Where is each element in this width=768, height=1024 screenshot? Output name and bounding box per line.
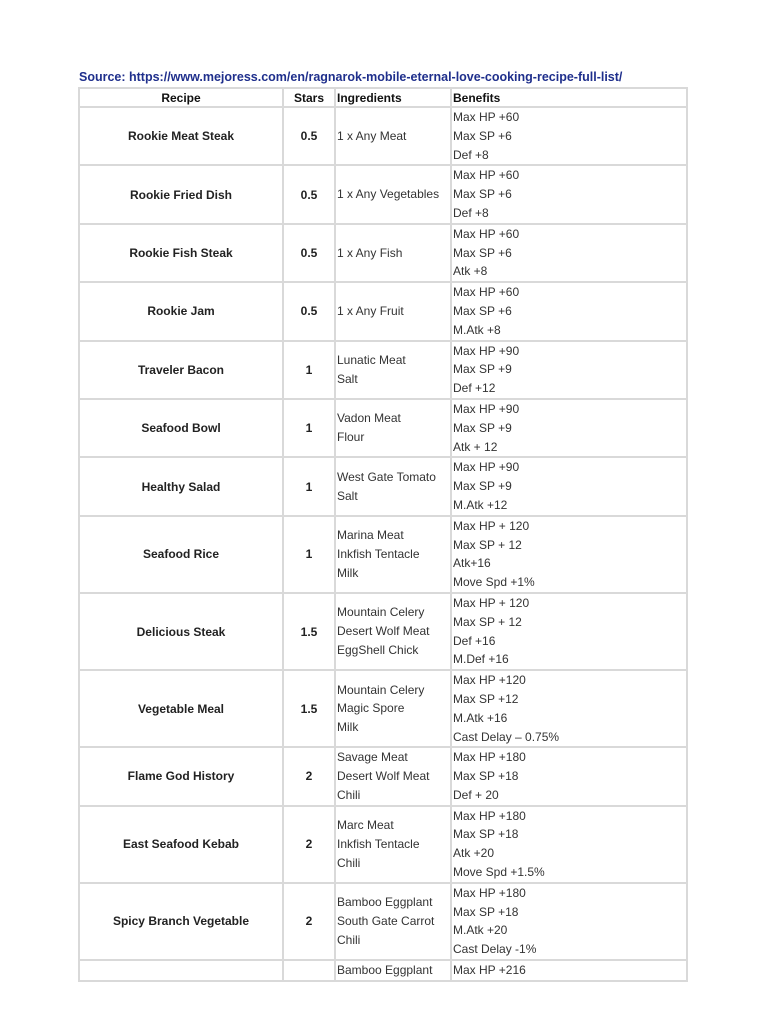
- header-ingredients: Ingredients: [335, 88, 451, 107]
- benefit-line: M.Def +16: [453, 652, 509, 667]
- table-header-row: [79, 88, 687, 107]
- stars-cell: 0.5: [283, 165, 335, 223]
- stars-cell: 0.5: [283, 224, 335, 282]
- table-row: [79, 224, 687, 282]
- stars-cell: [283, 960, 335, 981]
- recipe-name-cell: Vegetable Meal: [79, 670, 283, 747]
- benefit-line: Max HP +60: [453, 285, 520, 300]
- benefit-line: Max SP +18: [453, 827, 519, 842]
- ingredient-line: Chili: [337, 932, 361, 947]
- benefits-cell: [451, 341, 687, 399]
- ingredient-line: West Gate Tomato: [337, 469, 436, 484]
- benefit-line: Max SP +9: [453, 420, 512, 435]
- recipe-name-cell: Delicious Steak: [79, 593, 283, 670]
- ingredients-cell: [335, 165, 451, 223]
- table-row: [79, 282, 687, 340]
- stars-cell: 2: [283, 883, 335, 960]
- benefits-cell: [451, 457, 687, 515]
- ingredient-line: EggShell Chick: [337, 642, 419, 657]
- benefit-line: M.Atk +8: [453, 322, 501, 337]
- ingredients-cell: [335, 593, 451, 670]
- benefit-line: Cast Delay -1%: [453, 942, 537, 957]
- benefit-line: Max SP +6: [453, 245, 512, 260]
- header-stars: Stars: [283, 88, 335, 107]
- ingredient-line: South Gate Carrot: [337, 914, 435, 929]
- ingredient-line: Milk: [337, 565, 359, 580]
- benefit-line: Max SP +6: [453, 303, 512, 318]
- recipe-name-cell: Healthy Salad: [79, 457, 283, 515]
- benefit-line: Max SP + 12: [453, 614, 522, 629]
- benefit-line: Move Spd +1.5%: [453, 865, 545, 880]
- ingredients-cell: [335, 282, 451, 340]
- ingredient-line: Magic Spore: [337, 701, 405, 716]
- stars-cell: 1.5: [283, 670, 335, 747]
- benefit-line: M.Atk +16: [453, 710, 508, 725]
- benefits-cell: [451, 670, 687, 747]
- ingredient-line: Inkfish Tentacle: [337, 836, 420, 851]
- ingredients-cell: [335, 107, 451, 165]
- benefits-cell: [451, 282, 687, 340]
- recipe-name-cell: Rookie Fish Steak: [79, 224, 283, 282]
- benefit-line: Def + 20: [453, 787, 499, 802]
- recipe-name-cell: Rookie Jam: [79, 282, 283, 340]
- benefit-line: Max HP +180: [453, 808, 526, 823]
- recipe-name-cell: Seafood Bowl: [79, 399, 283, 457]
- table-row: [79, 806, 687, 883]
- benefits-cell: [451, 747, 687, 805]
- benefit-line: Max HP + 120: [453, 518, 530, 533]
- ingredient-line: Desert Wolf Meat: [337, 769, 430, 784]
- ingredient-line: Chili: [337, 787, 361, 802]
- benefits-cell: [451, 165, 687, 223]
- stars-cell: 1: [283, 399, 335, 457]
- table-row: [79, 593, 687, 670]
- ingredient-line: 1 x Any Fruit: [337, 303, 404, 318]
- benefit-line: Def +8: [453, 205, 489, 220]
- stars-cell: 1.5: [283, 593, 335, 670]
- benefit-line: Max HP +90: [453, 401, 520, 416]
- ingredient-line: Savage Meat: [337, 750, 408, 765]
- benefits-cell: [451, 224, 687, 282]
- ingredient-line: Flour: [337, 430, 365, 445]
- benefit-line: Max HP +90: [453, 460, 520, 475]
- ingredients-cell: [335, 399, 451, 457]
- benefit-line: Max SP +18: [453, 769, 519, 784]
- ingredients-cell: [335, 960, 451, 981]
- recipe-name-cell: Flame God History: [79, 747, 283, 805]
- ingredient-line: Marina Meat: [337, 528, 404, 543]
- ingredients-cell: [335, 516, 451, 593]
- table-row: [79, 747, 687, 805]
- benefit-line: Max HP +180: [453, 885, 526, 900]
- table-row: [79, 883, 687, 960]
- table-row: [79, 457, 687, 515]
- benefits-cell: [451, 806, 687, 883]
- benefit-line: Atk +20: [453, 846, 495, 861]
- table-row: [79, 107, 687, 165]
- ingredients-cell: [335, 457, 451, 515]
- table-row: [79, 516, 687, 593]
- benefits-cell: [451, 960, 687, 981]
- ingredient-line: Mountain Celery: [337, 682, 425, 697]
- benefit-line: Max HP +60: [453, 226, 520, 241]
- benefit-line: Cast Delay – 0.75%: [453, 729, 560, 744]
- benefit-line: Max SP +18: [453, 904, 519, 919]
- benefit-line: Move Spd +1%: [453, 575, 535, 590]
- recipe-name-cell: Traveler Bacon: [79, 341, 283, 399]
- benefit-line: M.Atk +20: [453, 923, 508, 938]
- recipe-name-cell: East Seafood Kebab: [79, 806, 283, 883]
- benefit-line: Atk + 12: [453, 439, 498, 454]
- recipe-name-cell: Seafood Rice: [79, 516, 283, 593]
- table-row: [79, 165, 687, 223]
- header-benefits: Benefits: [451, 88, 687, 107]
- ingredients-cell: [335, 806, 451, 883]
- benefits-cell: [451, 883, 687, 960]
- header-recipe: Recipe: [79, 88, 283, 107]
- stars-cell: 1: [283, 341, 335, 399]
- table-row: [79, 399, 687, 457]
- table-row: [79, 670, 687, 747]
- benefit-line: Max HP +180: [453, 750, 526, 765]
- recipe-name-cell: Rookie Meat Steak: [79, 107, 283, 165]
- benefits-cell: [451, 593, 687, 670]
- table-row: [79, 960, 687, 981]
- benefit-line: Def +12: [453, 381, 496, 396]
- benefit-line: Max SP +9: [453, 362, 512, 377]
- benefits-cell: [451, 107, 687, 165]
- stars-cell: 0.5: [283, 107, 335, 165]
- ingredient-line: Bamboo Eggplant: [337, 963, 433, 978]
- benefits-cell: [451, 516, 687, 593]
- benefit-line: Max HP +60: [453, 168, 520, 183]
- benefit-line: Max HP +90: [453, 343, 520, 358]
- ingredient-line: Chili: [337, 855, 361, 870]
- stars-cell: 1: [283, 457, 335, 515]
- ingredient-line: Vadon Meat: [337, 411, 401, 426]
- source-link[interactable]: Source: https://www.mejoress.com/en/ragnarok-mobile-eternal-love-cooking-recipe-full-list/: [79, 70, 623, 84]
- ingredient-line: Marc Meat: [337, 818, 394, 833]
- ingredient-line: 1 x Any Fish: [337, 245, 403, 260]
- recipe-name-cell: [79, 960, 283, 981]
- benefit-line: Max SP +12: [453, 691, 519, 706]
- ingredient-line: Salt: [337, 371, 358, 386]
- benefit-line: Def +8: [453, 147, 489, 162]
- benefit-line: Max HP +216: [453, 963, 526, 978]
- benefit-line: Max SP +6: [453, 187, 512, 202]
- ingredient-line: Bamboo Eggplant: [337, 895, 433, 910]
- ingredient-line: 1 x Any Meat: [337, 128, 407, 143]
- ingredient-line: Milk: [337, 720, 359, 735]
- ingredients-cell: [335, 747, 451, 805]
- recipe-table: [78, 87, 688, 982]
- ingredient-line: Desert Wolf Meat: [337, 624, 430, 639]
- benefit-line: Max HP +60: [453, 110, 520, 124]
- stars-cell: 2: [283, 747, 335, 805]
- benefit-line: Atk+16: [453, 556, 491, 571]
- ingredients-cell: [335, 670, 451, 747]
- recipe-name-cell: Rookie Fried Dish: [79, 165, 283, 223]
- benefit-line: Max HP + 120: [453, 595, 530, 610]
- stars-cell: 0.5: [283, 282, 335, 340]
- ingredient-line: Lunatic Meat: [337, 352, 406, 367]
- benefit-line: Atk +8: [453, 264, 488, 279]
- ingredients-cell: [335, 224, 451, 282]
- ingredient-line: Mountain Celery: [337, 605, 425, 620]
- ingredients-cell: [335, 341, 451, 399]
- stars-cell: 1: [283, 516, 335, 593]
- benefit-line: Max SP + 12: [453, 537, 522, 552]
- benefit-line: Def +16: [453, 633, 496, 648]
- ingredients-cell: [335, 883, 451, 960]
- ingredient-line: Salt: [337, 488, 358, 503]
- ingredient-line: 1 x Any Vegetables: [337, 187, 440, 202]
- table-row: [79, 341, 687, 399]
- benefit-line: Max HP +120: [453, 673, 526, 688]
- stars-cell: 2: [283, 806, 335, 883]
- ingredient-line: Inkfish Tentacle: [337, 546, 420, 561]
- recipe-name-cell: Spicy Branch Vegetable: [79, 883, 283, 960]
- benefits-cell: [451, 399, 687, 457]
- benefit-line: Max SP +6: [453, 128, 512, 143]
- benefit-line: M.Atk +12: [453, 497, 508, 512]
- benefit-line: Max SP +9: [453, 479, 512, 494]
